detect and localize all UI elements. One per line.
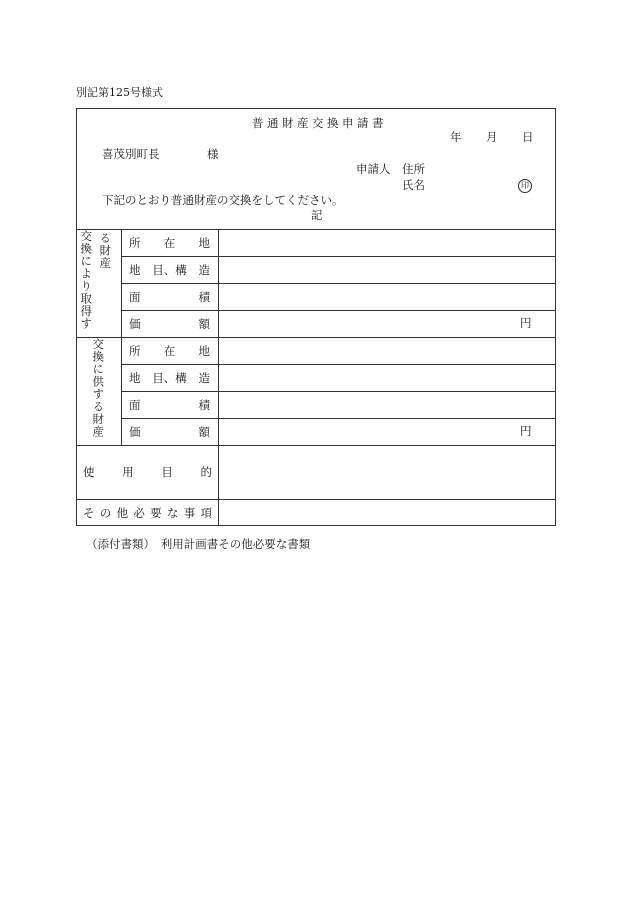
purpose-label: 使 用 目 的 (83, 465, 212, 479)
attachments-note: （添付書類） 利用計画書その他必要な書類 (86, 537, 311, 551)
yen-unit: 円 (520, 424, 532, 438)
addressee-honorific: 様 (207, 147, 219, 161)
section1-heading-col2: る財産 (98, 232, 113, 270)
seal-mark: 印 (518, 179, 532, 193)
date-year-label: 年 (450, 130, 462, 144)
name-label: 氏名 (402, 178, 425, 192)
date-day-label: 日 (522, 130, 534, 144)
address-label: 住所 (402, 162, 425, 176)
row-label-land-category: 地 目、構 造 (129, 262, 210, 277)
row-label-location: 所 在 地 (129, 343, 210, 358)
row-label-value: 価 額 (129, 424, 210, 439)
row-label-area: 面 積 (129, 289, 210, 304)
yen-unit: 円 (520, 316, 532, 330)
row-label-area: 面 積 (129, 397, 210, 412)
section2-heading: 交換に供する財産 (91, 338, 106, 438)
section1-heading-col1: 交換により取得す (79, 230, 94, 330)
row-label-land-category: 地 目、構 造 (129, 370, 210, 385)
other-matters-label: そ の 他 必 要 な 事 項 (83, 505, 212, 520)
row-label-value: 価 額 (129, 316, 210, 331)
date-month-label: 月 (486, 130, 498, 144)
applicant-label: 申請人 (356, 162, 391, 176)
addressee-name: 喜茂別町長 (102, 147, 160, 161)
form-title: 普通財産交換申請書 (252, 116, 387, 130)
row-label-location: 所 在 地 (129, 235, 210, 250)
form-number: 別記第125号様式 (76, 86, 163, 99)
intro-text: 下記のとおり普通財産の交換をしてください。 (102, 193, 344, 207)
ki-label: 記 (311, 208, 323, 222)
